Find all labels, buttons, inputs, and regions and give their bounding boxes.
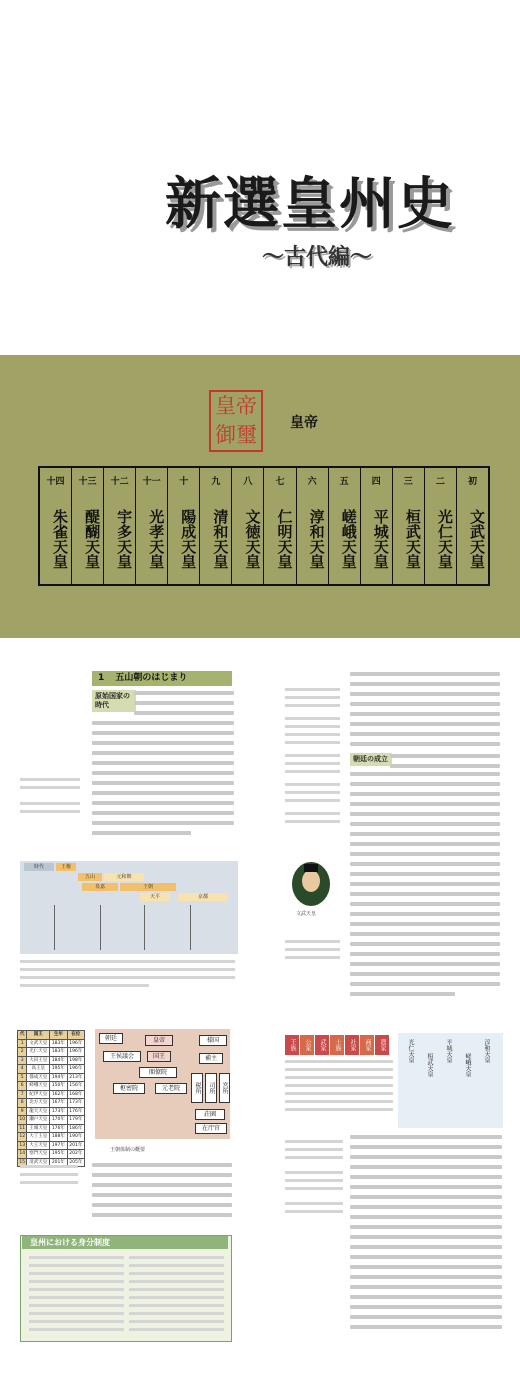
rank-tag: 武家 bbox=[315, 1035, 329, 1055]
table-cell: 213年 bbox=[67, 1073, 84, 1082]
table-cell: 9 bbox=[18, 1107, 27, 1116]
emperor-number: 十 bbox=[179, 477, 189, 487]
emperor-portrait bbox=[292, 862, 330, 906]
table-cell: 162年 bbox=[50, 1090, 67, 1099]
sidenote-2 bbox=[20, 802, 80, 818]
gov-senate: 元老院 bbox=[155, 1083, 187, 1094]
section-number: 1 bbox=[98, 673, 105, 683]
emperor-name: 光仁天皇 bbox=[435, 509, 454, 569]
sidenote-1 bbox=[20, 778, 80, 794]
gov-local-official: 在庁官 bbox=[195, 1123, 227, 1134]
timeline-label-era: 時代 bbox=[24, 863, 54, 871]
table-cell: 5 bbox=[18, 1073, 27, 1082]
gov-province: 様国 bbox=[199, 1035, 227, 1046]
table-cell: 瀬戸天皇 bbox=[27, 1116, 50, 1125]
emperor-name: 醍醐天皇 bbox=[83, 509, 102, 569]
gov-privy: 枢密院 bbox=[113, 1083, 145, 1094]
timeline-tick bbox=[144, 905, 145, 950]
table-cell: 201年 bbox=[50, 1158, 67, 1167]
cover-subtitle: ～古代編～ bbox=[262, 244, 373, 270]
table-cell: 清武天皇 bbox=[27, 1158, 50, 1167]
table-cell: 183年 bbox=[50, 1048, 67, 1057]
table-cell: 大王天皇 bbox=[27, 1141, 50, 1150]
table-row bbox=[18, 1150, 85, 1159]
table-cell: 194年 bbox=[50, 1073, 67, 1082]
body-text-4 bbox=[390, 754, 500, 774]
table-cell: 201年 bbox=[67, 1141, 84, 1150]
table-cell: 156年 bbox=[67, 1082, 84, 1091]
emperor-column bbox=[103, 468, 135, 584]
table-cell: 光仁天皇 bbox=[27, 1048, 50, 1057]
table-row bbox=[18, 1082, 85, 1091]
table-cell: 紀伊天皇 bbox=[27, 1090, 50, 1099]
table-cell: 173年 bbox=[50, 1107, 67, 1116]
emperor-name: 嵯峨天皇 bbox=[339, 509, 358, 569]
table-cell: 13 bbox=[19, 1142, 26, 1148]
timeline-tick bbox=[190, 905, 191, 950]
table-row bbox=[18, 1107, 85, 1116]
sidenotes-page2 bbox=[285, 688, 340, 828]
table-cell: 205年 bbox=[67, 1158, 84, 1167]
emperor-column bbox=[40, 468, 71, 584]
emperor-name: 文武天皇 bbox=[468, 509, 486, 569]
ranks-col-2 bbox=[129, 1256, 224, 1336]
emperor-column bbox=[199, 468, 231, 584]
table-cell: 8 bbox=[18, 1099, 27, 1108]
table-row bbox=[18, 1124, 85, 1133]
emperor-name: 文徳天皇 bbox=[243, 509, 262, 569]
table-row bbox=[18, 1099, 85, 1108]
genealogy-name: 淳和天皇 bbox=[483, 1039, 490, 1063]
table-row bbox=[18, 1141, 85, 1150]
subhead-primitive-state: 原始国家の時代 bbox=[92, 690, 136, 712]
genealogy-name: 桓武天皇 bbox=[426, 1053, 433, 1077]
table-cell: 198年 bbox=[67, 1056, 84, 1065]
table-cell: 184年 bbox=[50, 1056, 67, 1065]
section-header bbox=[92, 671, 232, 686]
emperor-number: 三 bbox=[403, 477, 413, 487]
body-text-7 bbox=[350, 1135, 502, 1335]
rank-tag: 士族 bbox=[330, 1035, 344, 1055]
gov-admin: 司所 bbox=[205, 1073, 217, 1103]
table-cell: 文武天皇 bbox=[27, 1039, 50, 1048]
table-header: 生年 bbox=[50, 1031, 67, 1040]
emperor-number: 十三 bbox=[78, 477, 97, 487]
government-chart bbox=[95, 1029, 230, 1139]
emperor-name: 光孝天皇 bbox=[147, 509, 166, 569]
emperor-column bbox=[392, 468, 424, 584]
timeline-label-kingship: 王権 bbox=[56, 863, 76, 871]
table-cell: 1 bbox=[18, 1039, 27, 1048]
table-cell: 11 bbox=[19, 1125, 26, 1131]
emperor-column bbox=[71, 468, 103, 584]
emperor-number: 五 bbox=[339, 477, 349, 487]
timeline-label-tenpyo: 天平 bbox=[140, 893, 170, 901]
table-cell: 2 bbox=[18, 1048, 27, 1057]
genealogy-name: 平城天皇 bbox=[445, 1039, 452, 1063]
emperor-column bbox=[167, 468, 199, 584]
sidenote-page3 bbox=[20, 1165, 78, 1189]
table-header: 国王 bbox=[27, 1031, 50, 1040]
table-cell: 170年 bbox=[50, 1116, 67, 1125]
wordbox-notes bbox=[285, 1060, 393, 1116]
table-cell: 大田王皇 bbox=[27, 1056, 50, 1065]
table-cell: 龍天天皇 bbox=[27, 1107, 50, 1116]
timeline-label-genwa: 元和朝 bbox=[104, 873, 144, 881]
emperor-number: 九 bbox=[211, 477, 221, 487]
table-row bbox=[18, 1056, 85, 1065]
emperor-column bbox=[231, 468, 263, 584]
emperor-column bbox=[263, 468, 295, 584]
table-cell: 196年 bbox=[67, 1048, 84, 1057]
emperor-column bbox=[135, 468, 167, 584]
timeline-label-gozan: 五山 bbox=[78, 873, 102, 881]
timeline-label-kyoto: 京都 bbox=[178, 893, 228, 901]
table-row bbox=[18, 1090, 85, 1099]
table-cell: 大丁王皇 bbox=[27, 1133, 50, 1142]
ranks-col-1 bbox=[29, 1256, 124, 1336]
table-cell: 179年 bbox=[67, 1116, 84, 1125]
table-cell: 12 bbox=[19, 1134, 26, 1139]
emperor-column bbox=[360, 468, 392, 584]
emperor-column bbox=[456, 468, 488, 584]
cover-title: 新選皇州史 bbox=[165, 171, 455, 237]
gov-council: 王侯議会 bbox=[103, 1051, 141, 1062]
genealogy-name: 光仁天皇 bbox=[407, 1039, 414, 1063]
table-cell: 王城天皇 bbox=[27, 1124, 50, 1133]
emperor-number: 十二 bbox=[110, 477, 129, 487]
gov-emperor: 皇帝 bbox=[145, 1035, 173, 1046]
emperor-number: 八 bbox=[243, 477, 253, 487]
section-title: 五山朝のはじまり bbox=[115, 673, 188, 683]
portrait-caption: 文武天皇 bbox=[296, 911, 317, 917]
rank-tag: 社家 bbox=[345, 1035, 359, 1055]
table-cell: 196年 bbox=[67, 1039, 84, 1048]
body-text-6 bbox=[92, 1163, 232, 1223]
rank-tag: 王族 bbox=[285, 1035, 299, 1055]
table-cell: 168年 bbox=[67, 1090, 84, 1099]
table-cell: 6 bbox=[18, 1082, 27, 1091]
table-cell: 高王皇 bbox=[27, 1065, 50, 1074]
emperor-name: 清和天皇 bbox=[211, 509, 230, 569]
table-cell: 7 bbox=[18, 1090, 27, 1099]
emperor-name: 平城天皇 bbox=[371, 509, 390, 569]
emperor-column bbox=[296, 468, 328, 584]
gov-palace: 宮所 bbox=[219, 1073, 230, 1103]
imperial-seal: 皇帝御璽 bbox=[209, 390, 263, 452]
table-cell: 195年 bbox=[50, 1065, 67, 1074]
sidenote-page2-bottom bbox=[285, 940, 340, 964]
table-row bbox=[18, 1133, 85, 1142]
table-cell: 北方天皇 bbox=[27, 1099, 50, 1108]
gov-manor: 荘園 bbox=[195, 1109, 225, 1120]
timeline-label-dynasty: 王朝 bbox=[120, 883, 176, 891]
table-cell: 3 bbox=[18, 1056, 27, 1065]
table-cell: 10 bbox=[19, 1117, 26, 1122]
gov-court: 朝廷 bbox=[99, 1033, 123, 1044]
gov-king: 国王 bbox=[147, 1051, 171, 1062]
emperor-name: 宇多天皇 bbox=[115, 509, 134, 569]
sidenotes-page4 bbox=[285, 1140, 343, 1218]
gov-advisor: 補主 bbox=[199, 1053, 223, 1064]
table-cell: 188年 bbox=[50, 1133, 67, 1142]
band-caption: 皇帝 bbox=[290, 415, 318, 431]
table-header: 在位 bbox=[67, 1031, 84, 1040]
table-cell: 15 bbox=[19, 1159, 26, 1165]
emperor-number: 初 bbox=[467, 477, 477, 487]
subhead-court: 朝廷の成立 bbox=[350, 753, 392, 766]
portrait-face bbox=[302, 870, 320, 892]
table-row bbox=[18, 1116, 85, 1125]
table-cell: 寒門天皇 bbox=[27, 1150, 50, 1159]
gov-chart-caption: 王朝体制の概要 bbox=[110, 1147, 146, 1153]
status-system-title: 皇州における身分制度 bbox=[22, 1236, 228, 1249]
rank-tag: 商家 bbox=[360, 1035, 374, 1055]
table-cell: 176年 bbox=[50, 1124, 67, 1133]
rank-tag: 農家 bbox=[375, 1035, 389, 1055]
emperor-column bbox=[328, 468, 360, 584]
emperor-name: 淳和天皇 bbox=[307, 509, 326, 569]
emperor-name: 桓武天皇 bbox=[403, 509, 422, 569]
table-row bbox=[18, 1048, 85, 1057]
timeline-tick bbox=[100, 905, 101, 950]
timeline-label-senka: 泉嘉 bbox=[82, 883, 118, 891]
table-cell: 176年 bbox=[67, 1107, 84, 1116]
emperor-number: 二 bbox=[435, 477, 445, 487]
table-row bbox=[18, 1065, 85, 1074]
table-header: 代 bbox=[18, 1031, 27, 1040]
emperor-number: 六 bbox=[307, 477, 317, 487]
table-cell: 183年 bbox=[50, 1039, 67, 1048]
imperial-genealogy-chart bbox=[398, 1033, 503, 1128]
table-row bbox=[18, 1073, 85, 1082]
emperor-number: 十四 bbox=[46, 477, 65, 487]
table-cell: 190年 bbox=[67, 1133, 84, 1142]
table-cell: 都成天皇 bbox=[27, 1073, 50, 1082]
table-cell: 197年 bbox=[50, 1141, 67, 1150]
era-timeline bbox=[20, 861, 238, 954]
table-cell: 嵯峨天皇 bbox=[27, 1082, 50, 1091]
emperor-name: 朱雀天皇 bbox=[50, 509, 69, 569]
table-cell: 14 bbox=[19, 1151, 26, 1156]
gov-tax: 税所 bbox=[191, 1073, 203, 1103]
body-text-3 bbox=[350, 672, 500, 752]
table-cell: 167年 bbox=[50, 1099, 67, 1108]
portrait-hat bbox=[304, 864, 318, 872]
emperor-number: 十一 bbox=[142, 477, 161, 487]
table-cell: 202年 bbox=[67, 1150, 84, 1159]
table-cell: 150年 bbox=[50, 1082, 67, 1091]
emperor-reign-table bbox=[17, 1030, 85, 1167]
table-cell: 4 bbox=[18, 1065, 27, 1074]
emperor-name: 陽成天皇 bbox=[179, 509, 198, 569]
table-cell: 186年 bbox=[67, 1124, 84, 1133]
table-cell: 196年 bbox=[67, 1065, 84, 1074]
table-row bbox=[18, 1039, 85, 1048]
body-text-5 bbox=[350, 772, 500, 1002]
emperor-column bbox=[424, 468, 456, 584]
genealogy-name: 嵯峨天皇 bbox=[464, 1053, 471, 1077]
emperor-table bbox=[38, 466, 490, 586]
body-text-2 bbox=[92, 721, 234, 841]
rank-tag: 公家 bbox=[300, 1035, 314, 1055]
emperor-name: 仁明天皇 bbox=[275, 509, 294, 569]
gov-ministers: 閣僚院 bbox=[139, 1067, 177, 1078]
emperor-number: 七 bbox=[275, 477, 285, 487]
table-cell: 195年 bbox=[50, 1150, 67, 1159]
timeline-note bbox=[20, 960, 235, 992]
status-system-box bbox=[20, 1235, 232, 1342]
table-cell: 173年 bbox=[67, 1099, 84, 1108]
emperor-number: 四 bbox=[371, 477, 381, 487]
timeline-tick bbox=[54, 905, 55, 950]
